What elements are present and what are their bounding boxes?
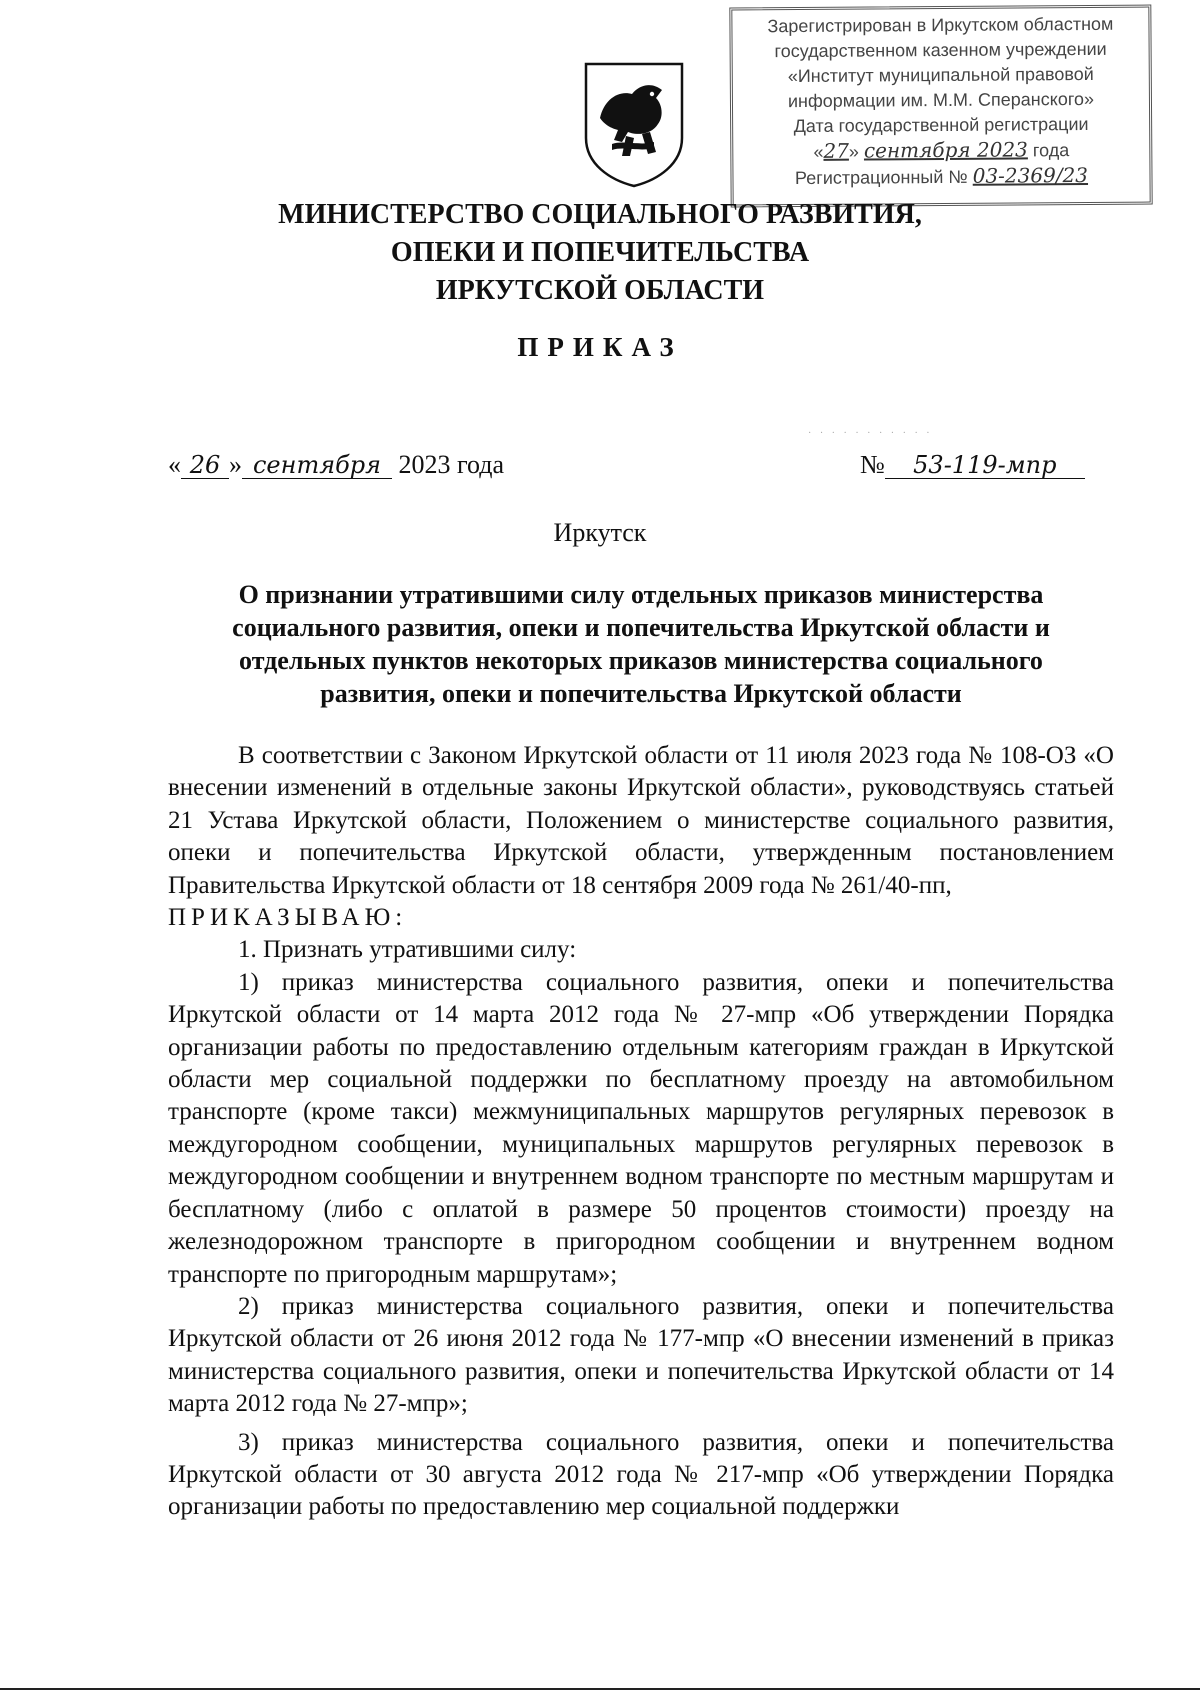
order-title — [168, 578, 1114, 710]
page-bottom-edge — [0, 1688, 1200, 1690]
stamp-date-suffix: года — [1032, 140, 1070, 161]
order-date-month: сентября — [242, 452, 392, 479]
stamp-reg-line — [739, 163, 1143, 192]
ministry-name — [150, 196, 1050, 310]
order-number-label: № — [860, 450, 885, 479]
order-body — [168, 740, 1114, 1524]
stamp-reg-label: Регистрационный № — [794, 166, 968, 189]
order-item: 1. Признать утратившими силу: — [238, 936, 577, 964]
ministry-name-line: ИРКУТСКОЙ ОБЛАСТИ — [435, 275, 765, 306]
document-type: ПРИКАЗ — [517, 332, 683, 362]
order-subitem: 2) приказ министерства социального развития, опеки и попечительства Иркутской области от 26 июня 2012 года № 177-мпр «О внесении изменений в приказ министерства социального развития, опеки и попечительства Иркутской области от 14 марта 2012 года № 27-мпр»; — [168, 1292, 1114, 1418]
stamp-line: Дата государственной регистрации — [793, 113, 1089, 137]
coat-of-arms-icon — [582, 60, 686, 188]
preamble-paragraph: В соответствии с Законом Иркутской области от 11 июля 2023 года № 108-ОЗ «О внесении изменений в отдельные законы Иркутской области», руководствуясь статьей 21 Устава Иркутской области, Положением о министерстве социального развития, опеки и попечительства Иркутской области, утвержденным постановлением Правительства Иркутской области от 18 сентября 2009 года № 261/40-пп, — [168, 742, 1114, 899]
stamp-date-month-year: сентября 2023 — [863, 137, 1028, 163]
order-number-value: 53-119-мпр — [885, 452, 1085, 479]
stamp-line: «Институт муниципальной правовой — [787, 63, 1094, 87]
order-subitem: 3) приказ министерства социального развития, опеки и попечительства Иркутской области от 30 августа 2012 года № 217-мпр «Об утверждении Порядка организации работы по предоставлению мер социальной поддержки — [168, 1428, 1114, 1521]
stamp-line: Зарегистрирован в Иркутском областном — [767, 13, 1114, 37]
stamp-date-quote: » — [848, 141, 859, 162]
order-title-line: социального развития, опеки и попечительства Иркутской области и — [232, 613, 1050, 642]
ministry-name-line: МИНИСТЕРСТВО СОЦИАЛЬНОГО РАЗВИТИЯ, — [278, 199, 922, 230]
stamp-line: государственном казенном учреждении — [774, 38, 1107, 62]
order-number — [860, 450, 1085, 480]
order-directive: ПРИКАЗЫВАЮ: — [168, 904, 408, 932]
date-quote: « — [168, 450, 181, 479]
date-quote: » — [229, 450, 242, 479]
scan-artifact: · · · · · · · · · · · — [808, 428, 933, 439]
order-date-day: 26 — [181, 452, 229, 479]
stamp-date-day: 27 — [823, 138, 849, 163]
order-title-line: отдельных пунктов некоторых приказов министерства социального — [239, 646, 1043, 675]
order-date-year: 2023 года — [398, 450, 505, 479]
stamp-date-quote: « — [813, 141, 824, 162]
registration-stamp — [729, 5, 1152, 208]
city-name: Иркутск — [553, 518, 647, 547]
order-date — [168, 450, 504, 480]
stamp-line: информации им. М.М. Сперанского» — [787, 88, 1095, 112]
order-title-line: развития, опеки и попечительства Иркутской области — [320, 679, 962, 708]
order-title-line: О признании утратившими силу отдельных приказов министерства — [238, 580, 1044, 609]
order-subitem: 1) приказ министерства социального развития, опеки и попечительства Иркутской области от 14 марта 2012 года № 27-мпр «Об утверждении Порядка организации работы по предоставлению отдельным категориям граждан в Иркутской области мер социальной поддержки по бесплатному проезду на автомобильном транспорте (кроме такси) межмуниципальных маршрутов регулярных перевозок в междугородном сообщении, муниципальных маршрутов регулярных перевозок в междугородном сообщении и внутреннем водном транспорте по местным маршрутам и бесплатному (либо с оплатой в размере 50 процентов стоимости) проезду на железнодорожном транспорте в пригородном сообщении и внутреннем водном транспорте по пригородным маршрутам»; — [168, 968, 1114, 1288]
stamp-reg-number: 03-2369/23 — [972, 162, 1089, 188]
ministry-name-line: ОПЕКИ И ПОПЕЧИТЕЛЬСТВА — [390, 237, 810, 268]
stamp-date-line — [739, 137, 1143, 166]
